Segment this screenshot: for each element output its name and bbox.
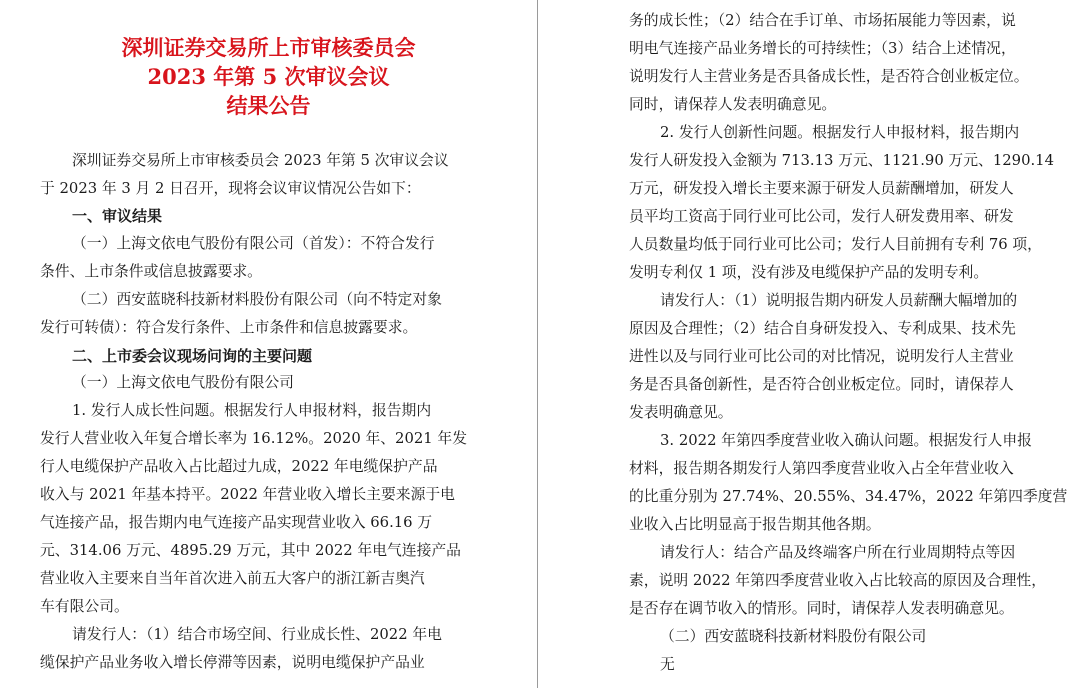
body-line: 发行可转债）：符合发行条件、上市条件和信息披露要求。	[40, 319, 418, 336]
left-page	[0, 0, 537, 688]
body-line: 条件、上市条件或信息披露要求。	[40, 263, 262, 280]
body-line: （二）西安蓝晓科技新材料股份有限公司（向不特定对象	[72, 291, 442, 308]
announcement-title-line-3: 结果公告	[226, 93, 311, 118]
body-line: 于 2023 年 3 月 2 日召开，现将会议审议情况公告如下：	[40, 180, 421, 197]
body-line: 2. 发行人创新性问题。根据发行人申报材料，报告期内	[660, 124, 1020, 141]
body-line: 发行人营业收入年复合增长率为 16.12%。2020 年、2021 年发	[40, 430, 467, 447]
body-line: 3. 2022 年第四季度营业收入确认问题。根据发行人申报	[660, 432, 1032, 449]
body-line: 原因及合理性；（2）结合自身研发投入、专利成果、技术先	[629, 320, 1016, 337]
body-line: 元、314.06 万元、4895.29 万元，其中 2022 年电气连接产品	[40, 542, 461, 559]
body-line: 同时，请保荐人发表明确意见。	[629, 96, 837, 113]
announcement-title-line-1: 深圳证券交易所上市审核委员会	[121, 35, 416, 60]
body-line: 明电气连接产品业务增长的可持续性；（3）结合上述情况，	[629, 40, 1016, 57]
body-line: 员平均工资高于同行业可比公司，发行人研发费用率、研发	[629, 208, 1014, 225]
body-line: 缆保护产品业务收入增长停滞等因素，说明电缆保护产品业	[40, 654, 425, 671]
body-line: 收入与 2021 年基本持平。2022 年营业收入增长主要来源于电	[40, 486, 455, 503]
body-line: 万元，研发投入增长主要来源于研发人员薪酬增加，研发人	[629, 180, 1014, 197]
section-heading-review-results: 一、审议结果	[72, 207, 163, 225]
body-line: 务是否具备创新性，是否符合创业板定位。同时，请保荐人	[629, 376, 1014, 393]
body-line: 车有限公司。	[40, 598, 129, 615]
body-line: （一）上海文依电气股份有限公司	[72, 374, 294, 391]
body-line: 营业收入主要来自当年首次进入前五大客户的浙江新吉奥汽	[40, 570, 425, 587]
body-line: （一）上海文依电气股份有限公司（首发）：不符合发行	[72, 235, 435, 252]
body-line: 请发行人：（1）说明报告期内研发人员薪酬大幅增加的	[660, 292, 1018, 309]
body-line: 务的成长性；（2）结合在手订单、市场拓展能力等因素，说	[629, 12, 1016, 29]
section-heading-main-questions: 二、上市委会议现场问询的主要问题	[72, 347, 313, 365]
body-line: 1. 发行人成长性问题。根据发行人申报材料，报告期内	[72, 402, 432, 419]
body-line: （二）西安蓝晓科技新材料股份有限公司	[660, 628, 927, 645]
body-line: 发表明确意见。	[629, 404, 733, 421]
body-line: 气连接产品，报告期内电气连接产品实现营业收入 66.16 万	[40, 514, 433, 531]
page-divider	[537, 0, 538, 688]
right-page	[539, 0, 1080, 688]
body-line: 的比重分别为 27.74%、20.55%、34.47%，2022 年第四季度营	[629, 488, 1068, 505]
body-line: 行人电缆保护产品收入占比超过九成，2022 年电缆保护产品	[40, 458, 438, 475]
body-line: 深圳证券交易所上市审核委员会 2023 年第 5 次审议会议	[72, 152, 449, 169]
body-line: 是否存在调节收入的情形。同时，请保荐人发表明确意见。	[629, 600, 1014, 617]
announcement-title-line-2: 2023 年第 5 次审议会议	[147, 64, 390, 89]
body-line: 业收入占比明显高于报告期其他各期。	[629, 516, 881, 533]
body-line: 素，说明 2022 年第四季度营业收入占比较高的原因及合理性，	[629, 572, 1046, 589]
body-line: 说明发行人主营业务是否具备成长性，是否符合创业板定位。	[629, 68, 1029, 85]
body-line: 发行人研发投入金额为 713.13 万元、1121.90 万元、1290.14	[629, 152, 1055, 169]
body-line: 请发行人：结合产品及终端客户所在行业周期特点等因	[660, 544, 1016, 561]
body-line: 进性以及与同行业可比公司的对比情况，说明发行人主营业	[629, 348, 1014, 365]
body-line: 材料，报告期各期发行人第四季度营业收入占全年营业收入	[629, 460, 1014, 477]
body-line: 人员数量均低于同行业可比公司；发行人目前拥有专利 76 项，	[629, 236, 1042, 253]
body-line: 无	[660, 656, 675, 673]
body-line: 发明专利仅 1 项，没有涉及电缆保护产品的发明专利。	[629, 264, 989, 281]
body-line: 请发行人：（1）结合市场空间、行业成长性、2022 年电	[72, 626, 442, 643]
